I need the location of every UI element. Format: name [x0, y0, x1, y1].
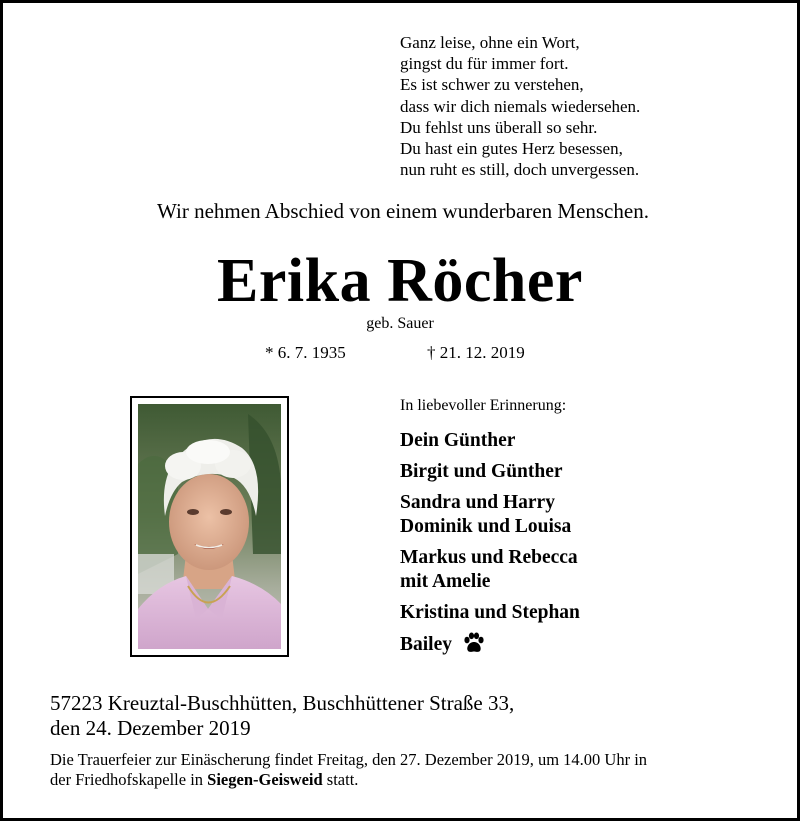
mourner-group — [400, 546, 760, 594]
notice-text: der Friedhofskapelle in — [50, 770, 208, 789]
mourner-line: Birgit und Günther — [400, 461, 563, 482]
address-block — [50, 691, 514, 741]
paw-icon — [462, 632, 486, 661]
notice-location: Siegen-Geisweid — [207, 770, 323, 789]
mourner-line: mit Amelie — [400, 571, 491, 592]
mourner-group — [400, 460, 760, 484]
mourner-line-pet — [400, 632, 760, 661]
deceased-name: Erika Röcher — [217, 247, 583, 315]
notice-text: statt. — [322, 770, 359, 789]
farewell-intro: Wir nehmen Abschied von einem wunderbaren Menschen. — [157, 199, 649, 223]
mourner-line: Kristina und Stephan — [400, 602, 580, 623]
poem-line: dass wir dich niemals wiedersehen. — [400, 96, 641, 116]
mourners-list — [400, 429, 760, 668]
pet-name: Bailey — [400, 634, 452, 655]
notice-line: Die Trauerfeier zur Einäscherung findet Freitag, den 27. Dezember 2019, um 14.00 Uhr in — [50, 750, 648, 769]
poem-line: Ganz leise, ohne ein Wort, — [400, 33, 580, 52]
mourner-group — [400, 601, 760, 625]
memory-label: In liebevoller Erinnerung: — [400, 397, 567, 414]
portrait-image — [138, 404, 281, 649]
death-date: † 21. 12. 2019 — [427, 343, 525, 362]
mourner-line: Dominik und Louisa — [400, 516, 572, 537]
poem-line: gingst du für immer fort. — [400, 54, 569, 74]
date-line: den 24. Dezember 2019 — [50, 716, 251, 740]
poem — [400, 32, 780, 180]
mourner-group — [400, 632, 760, 661]
mourner-line: Dein Günther — [400, 430, 516, 451]
portrait-photo — [130, 396, 289, 657]
mourner-line: Sandra und Harry — [400, 492, 555, 513]
birth-date: * 6. 7. 1935 — [265, 343, 346, 362]
mourner-line: Markus und Rebecca — [400, 547, 578, 568]
notice-line — [50, 770, 770, 790]
funeral-notice — [50, 750, 770, 790]
mourner-group — [400, 429, 760, 453]
poem-line: Du hast ein gutes Herz besessen, — [400, 139, 623, 159]
poem-line: nun ruht es still, doch unvergessen. — [400, 160, 640, 180]
poem-line: Du fehlst uns überall so sehr. — [400, 117, 598, 137]
address-line: 57223 Kreuztal-Buschhütten, Buschhüttener Straße 33, — [50, 691, 515, 715]
maiden-name: geb. Sauer — [366, 315, 434, 332]
mourner-group — [400, 491, 760, 539]
poem-line: Es ist schwer zu verstehen, — [400, 75, 584, 95]
